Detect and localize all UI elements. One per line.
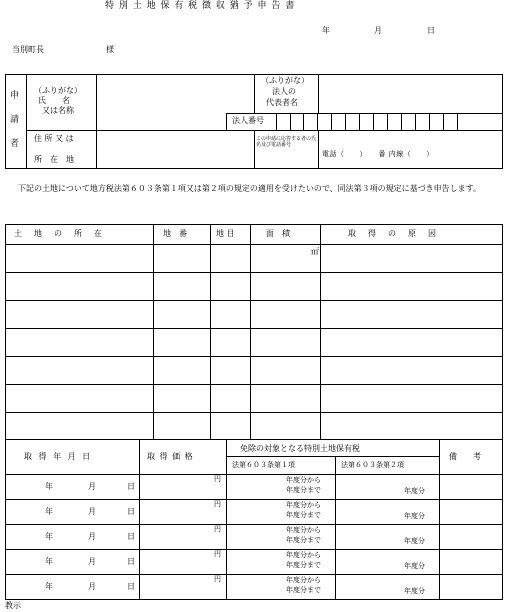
form-title: 特 別 土 地 保 有 税 徴 収 猶 予 申 告 書	[105, 1, 296, 11]
row-yen: 円	[214, 500, 221, 508]
row-until: 年度分まで	[286, 586, 321, 594]
header-acquisition-date: 取 得 年 月 日	[24, 452, 93, 461]
row-month: 月	[88, 582, 96, 591]
row-yen: 円	[214, 475, 221, 483]
contact-note: この申請に応答する者の氏名及び電話番号	[256, 136, 317, 149]
row-fiscal-year: 年度分	[404, 512, 425, 520]
header-lot-number: 地 番	[163, 229, 187, 238]
row-until: 年度分まで	[286, 486, 321, 494]
row-fiscal-year: 年度分	[404, 562, 425, 570]
address-label: 住 所 又 は	[34, 134, 74, 143]
corp-label: 法人の	[272, 87, 296, 96]
phone-label: 電話（ ） 番 内線（ ）	[322, 150, 434, 158]
row-month: 月	[88, 532, 96, 541]
row-from: 年度分から	[286, 476, 321, 484]
header-acquisition-cause: 取 得 の 原 因	[348, 229, 438, 238]
row-until: 年度分まで	[286, 561, 321, 569]
row-month: 月	[88, 507, 96, 516]
row-fiscal-year: 年度分	[404, 537, 425, 545]
addressee-name: 当別町長	[12, 45, 44, 54]
row-from: 年度分から	[286, 526, 321, 534]
row-until: 年度分まで	[286, 511, 321, 519]
header-exempt-tax: 免除の対象となる特別土地保有税	[240, 444, 360, 453]
row-from: 年度分から	[286, 501, 321, 509]
header-area: 面 積	[266, 229, 290, 238]
row-day: 日	[127, 482, 135, 491]
corp-furigana-label: （ふりがな）	[261, 76, 309, 85]
row-year: 年	[45, 482, 53, 491]
header-article-603-1: 法第６０３条第１項	[232, 461, 295, 469]
header-acquisition-price: 取 得 価 格	[147, 452, 194, 461]
row-day: 日	[127, 582, 135, 591]
applicant-side-label-3: 者	[10, 139, 20, 149]
row-fiscal-year: 年度分	[404, 587, 425, 595]
footer-instruction: 教示	[5, 601, 21, 610]
row-month: 月	[88, 482, 96, 491]
name-label: 氏 名	[38, 96, 70, 105]
applicant-side-label-2: 請	[10, 115, 20, 125]
date-year-label: 年	[322, 26, 330, 35]
statement-text: 下記の土地について地方税法第６０３条第１項又は第２項の規定の適用を受けたいので、同法第３項の規定に基づき申告します。	[18, 184, 482, 193]
corp-rep-label: 代表者名	[266, 98, 298, 107]
row-yen: 円	[214, 575, 221, 583]
row-day: 日	[127, 507, 135, 516]
row-from: 年度分から	[286, 551, 321, 559]
header-land-category: 地 目	[216, 229, 235, 238]
row-year: 年	[45, 532, 53, 541]
row-day: 日	[127, 532, 135, 541]
header-land-location: 土 地 の 所 在	[14, 229, 104, 238]
row-fiscal-year: 年度分	[404, 487, 425, 495]
date-day-label: 日	[427, 26, 435, 35]
name-furigana-label: （ふりがな）	[34, 86, 82, 95]
row-year: 年	[45, 507, 53, 516]
header-article-603-2: 法第６０３条第２項	[341, 461, 404, 469]
row-year: 年	[45, 557, 53, 566]
row-from: 年度分から	[286, 576, 321, 584]
row-year: 年	[45, 582, 53, 591]
row-day: 日	[127, 557, 135, 566]
row-until: 年度分まで	[286, 536, 321, 544]
date-month-label: 月	[374, 26, 382, 35]
addressee-honorific: 様	[106, 45, 114, 54]
name-or-title-label: 又は名称	[42, 106, 74, 115]
applicant-side-label-1: 申	[10, 91, 20, 101]
location-label: 所 在 地	[34, 155, 74, 164]
row-yen: 円	[214, 525, 221, 533]
area-unit: ㎡	[311, 247, 319, 256]
corp-number-label: 法人番号	[232, 116, 264, 125]
row-month: 月	[88, 557, 96, 566]
header-remarks: 備 考	[449, 452, 481, 461]
row-yen: 円	[214, 550, 221, 558]
